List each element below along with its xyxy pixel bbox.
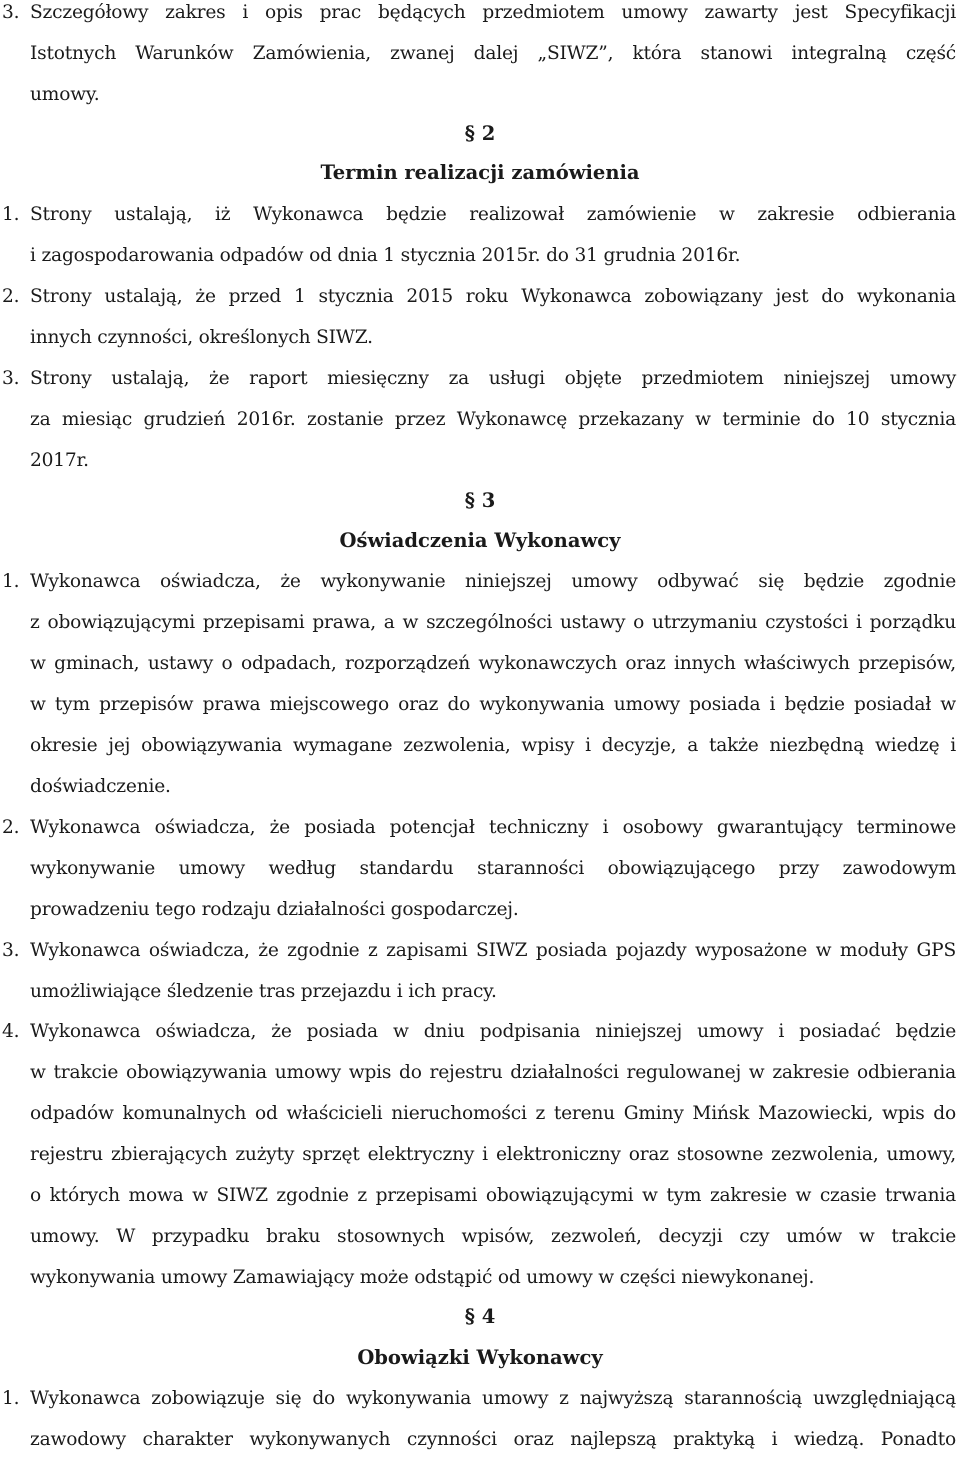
paragraph-text: Wykonawca oświadcza, że wykonywanie niniejszej umowy odbywać się będzie zgodnie	[30, 571, 956, 592]
list-item	[0, 807, 960, 848]
section-mark: § 4	[464, 1305, 496, 1328]
paragraph-text: Strony ustalają, że przed 1 stycznia 2015 roku Wykonawca zobowiązany jest do wykonania	[30, 286, 956, 307]
paragraph-line	[0, 235, 960, 276]
list-item	[0, 358, 960, 399]
paragraph-text: z obowiązującymi przepisami prawa, a w szczególności ustawy o utrzymaniu czystości i porządku	[30, 612, 956, 633]
paragraph-line	[0, 399, 960, 440]
list-item	[0, 930, 960, 971]
paragraph-line	[0, 971, 960, 1012]
list-item	[0, 276, 960, 317]
paragraph-text: umowy.	[30, 84, 100, 105]
paragraph-line	[0, 440, 960, 481]
list-number: 1.	[2, 204, 20, 225]
paragraph-line	[0, 602, 960, 643]
paragraph-text: prowadzeniu tego rodzaju działalności gospodarczej.	[30, 899, 519, 920]
list-number: 3.	[2, 2, 20, 23]
paragraph-text: innych czynności, określonych SIWZ.	[30, 327, 373, 348]
paragraph-text: odpadów komunalnych od właścicieli nieruchomości z terenu Gminy Mińsk Mazowiecki, wpis do	[30, 1103, 956, 1124]
paragraph-line	[0, 1216, 960, 1257]
section-title: Termin realizacji zamówienia	[320, 161, 640, 184]
section-mark: § 3	[464, 489, 496, 512]
paragraph-line	[0, 1134, 960, 1175]
section-mark: § 2	[464, 122, 496, 145]
paragraph-text: w trakcie obowiązywania umowy wpis do rejestru działalności regulowanej w zakresie odbierania	[30, 1062, 956, 1083]
section-title: Oświadczenia Wykonawcy	[339, 529, 621, 552]
paragraph-text: o których mowa w SIWZ zgodnie z przepisami obowiązującymi w tym zakresie w czasie trwania	[30, 1185, 956, 1206]
list-number: 3.	[2, 368, 20, 389]
paragraph-line	[0, 766, 960, 807]
list-item	[0, 1378, 960, 1419]
paragraph-line	[0, 725, 960, 766]
paragraph-text: Strony ustalają, iż Wykonawca będzie realizował zamówienie w zakresie odbierania	[30, 204, 956, 225]
paragraph-text: Wykonawca oświadcza, że posiada potencjał techniczny i osobowy gwarantujący terminowe	[30, 817, 956, 838]
paragraph-line	[0, 1257, 960, 1298]
paragraph-line	[0, 848, 960, 889]
paragraph-text: w gminach, ustawy o odpadach, rozporządzeń wykonawczych oraz innych właściwych przepisów,	[30, 653, 956, 674]
list-item	[0, 194, 960, 235]
paragraph-text: rejestru zbierających zużyty sprzęt elektryczny i elektroniczny oraz stosowne zezwolenia, umowy,	[30, 1144, 956, 1165]
paragraph-text: i zagospodarowania odpadów od dnia 1 stycznia 2015r. do 31 grudnia 2016r.	[30, 245, 741, 266]
list-number: 2.	[2, 817, 20, 838]
paragraph-text: okresie jej obowiązywania wymagane zezwolenia, wpisy i decyzje, a także niezbędną wiedzę i	[30, 735, 956, 756]
paragraph-text: Strony ustalają, że raport miesięczny za usługi objęte przedmiotem niniejszej umowy	[30, 368, 956, 389]
paragraph-text: Wykonawca zobowiązuje się do wykonywania umowy z najwyższą starannością uwzględniającą	[30, 1388, 956, 1409]
paragraph-text: Wykonawca oświadcza, że zgodnie z zapisami SIWZ posiada pojazdy wyposażone w moduły GPS	[30, 940, 956, 961]
paragraph-line	[0, 317, 960, 358]
paragraph-text: 2017r.	[30, 450, 89, 471]
paragraph-text: za miesiąc grudzień 2016r. zostanie przez Wykonawcę przekazany w terminie do 10 stycznia	[30, 409, 956, 430]
paragraph-line	[0, 889, 960, 930]
paragraph-text: zawodowy charakter wykonywanych czynności oraz najlepszą praktyką i wiedzą. Ponadto	[30, 1429, 956, 1450]
paragraph-line	[0, 1093, 960, 1134]
paragraph-line	[0, 1175, 960, 1216]
paragraph-text: wykonywania umowy Zamawiający może odstąpić od umowy w części niewykonanej.	[30, 1267, 815, 1288]
list-number: 3.	[2, 940, 20, 961]
list-number: 2.	[2, 286, 20, 307]
paragraph-text: doświadczenie.	[30, 776, 171, 797]
paragraph-line	[0, 33, 960, 74]
paragraph-text: umowy. W przypadku braku stosownych wpisów, zezwoleń, decyzji czy umów w trakcie	[30, 1226, 956, 1247]
paragraph-text: Wykonawca oświadcza, że posiada w dniu podpisania niniejszej umowy i posiadać będzie	[30, 1021, 956, 1042]
list-number: 1.	[2, 571, 20, 592]
list-number: 4.	[2, 1021, 20, 1042]
paragraph-line	[0, 643, 960, 684]
section-title: Obowiązki Wykonawcy	[357, 1346, 603, 1369]
paragraph-text: wykonywanie umowy według standardu staranności obowiązującego przy zawodowym	[30, 858, 956, 879]
paragraph-line	[0, 684, 960, 725]
paragraph-text: Szczegółowy zakres i opis prac będących przedmiotem umowy zawarty jest Specyfikacji	[30, 2, 956, 23]
paragraph-text: w tym przepisów prawa miejscowego oraz do wykonywania umowy posiada i będzie posiadał w	[30, 694, 956, 715]
paragraph-text: umożliwiające śledzenie tras przejazdu i ich pracy.	[30, 981, 497, 1002]
paragraph-line	[0, 0, 960, 33]
list-item	[0, 561, 960, 602]
paragraph-line	[0, 1052, 960, 1093]
paragraph-text: Istotnych Warunków Zamówienia, zwanej dalej „SIWZ”, która stanowi integralną część	[30, 43, 956, 64]
paragraph-line	[0, 74, 960, 115]
list-item	[0, 1011, 960, 1052]
list-number: 1.	[2, 1388, 20, 1409]
